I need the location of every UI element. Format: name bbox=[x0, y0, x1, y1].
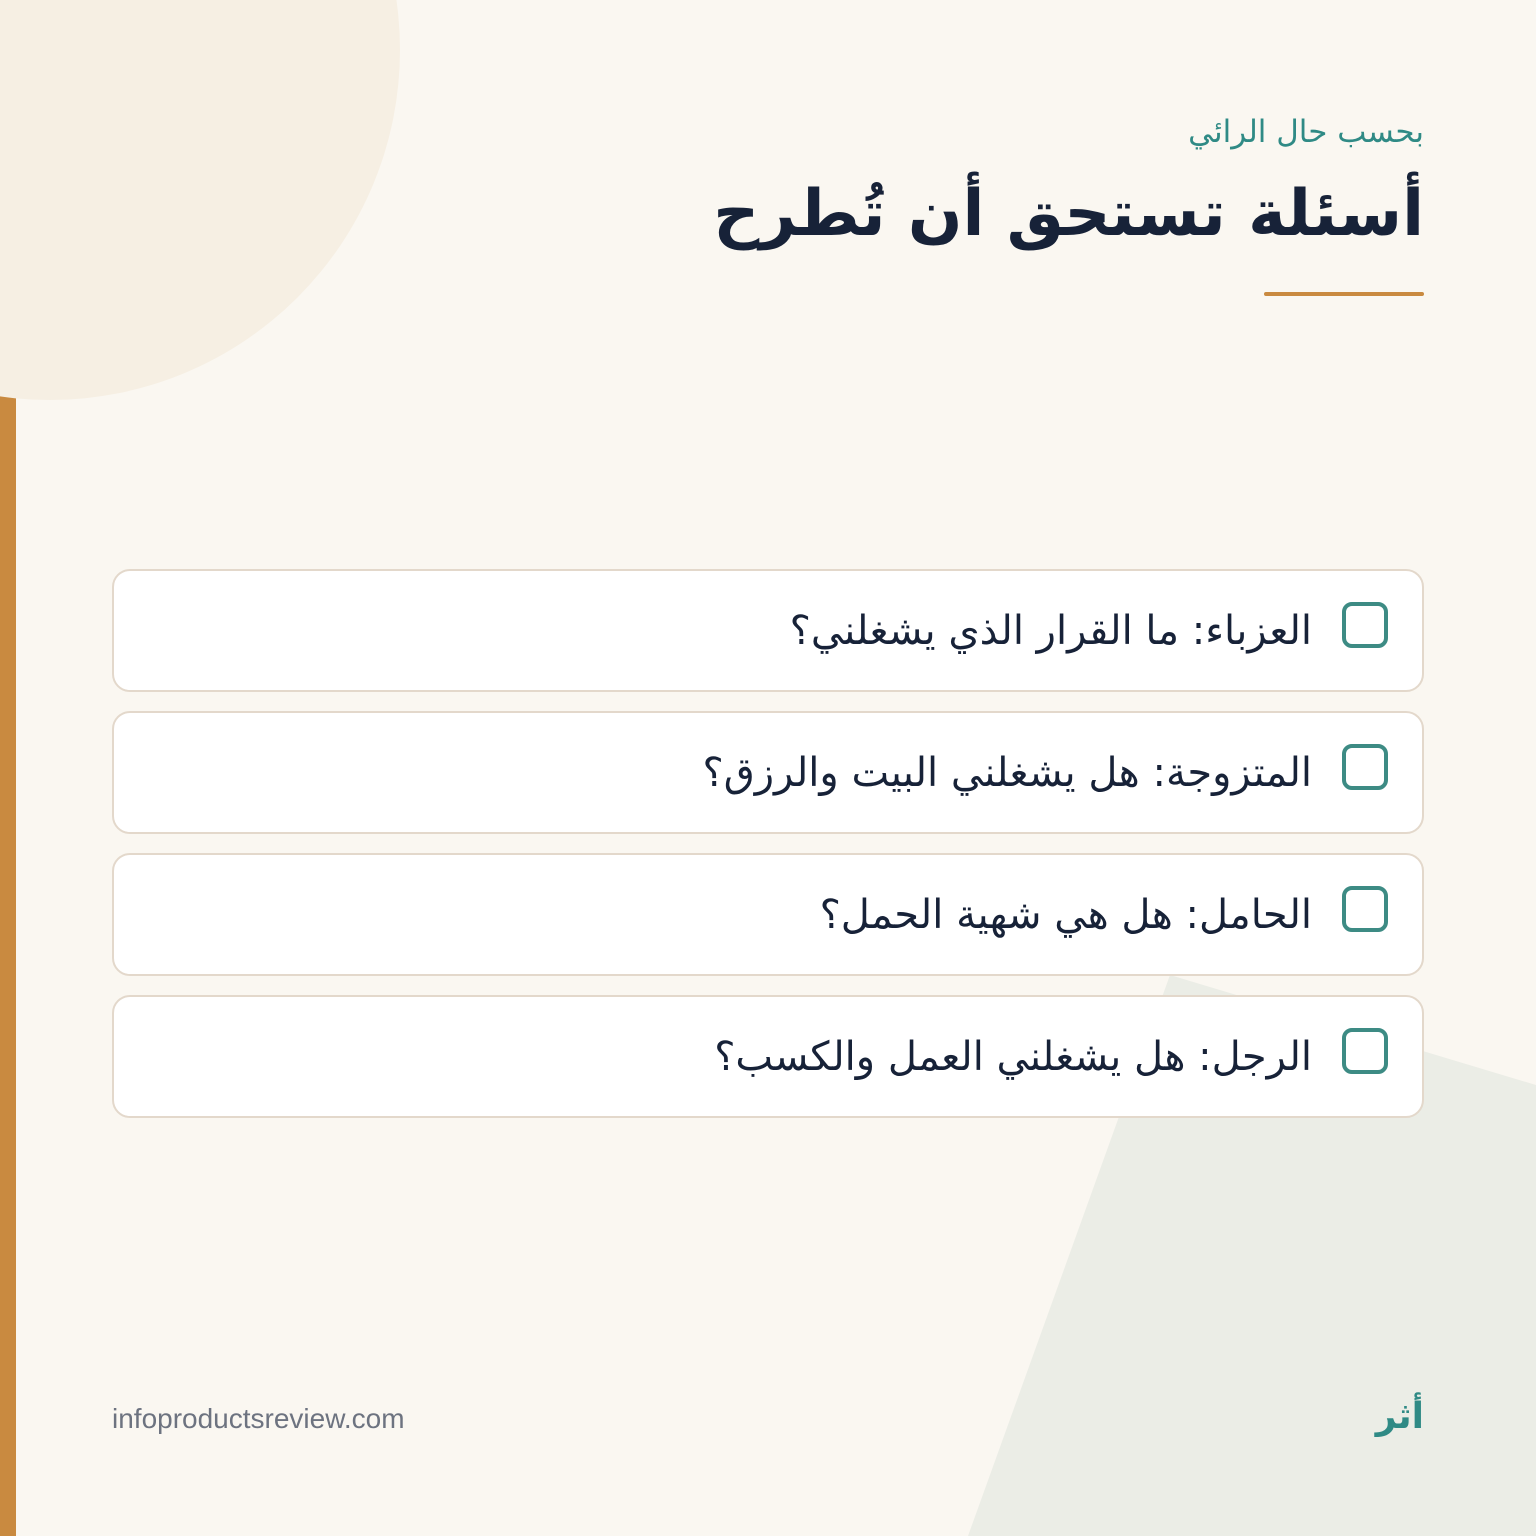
question-card bbox=[112, 711, 1424, 834]
question-text: الحامل: هل هي شهية الحمل؟ bbox=[819, 891, 1312, 938]
question-text: الرجل: هل يشغلني العمل والكسب؟ bbox=[714, 1033, 1312, 1080]
question-card bbox=[112, 995, 1424, 1118]
title-underline bbox=[1264, 292, 1424, 296]
header bbox=[424, 108, 1424, 296]
page-title: أسئلة تستحق أن تُطرح bbox=[713, 177, 1424, 251]
question-text: المتزوجة: هل يشغلني البيت والرزق؟ bbox=[702, 749, 1312, 796]
question-card bbox=[112, 853, 1424, 976]
checkbox-icon[interactable] bbox=[1342, 602, 1388, 648]
eyebrow-label: بحسب حال الرائي bbox=[1188, 114, 1424, 150]
question-card bbox=[112, 569, 1424, 692]
footer-url: infoproductsreview.com bbox=[112, 1403, 405, 1434]
question-text: العزباء: ما القرار الذي يشغلني؟ bbox=[789, 607, 1312, 654]
brand-logo: أثر bbox=[1375, 1396, 1424, 1437]
checkbox-icon[interactable] bbox=[1342, 744, 1388, 790]
checkbox-icon[interactable] bbox=[1342, 886, 1388, 932]
checkbox-icon[interactable] bbox=[1342, 1028, 1388, 1074]
question-list bbox=[112, 569, 1424, 1137]
